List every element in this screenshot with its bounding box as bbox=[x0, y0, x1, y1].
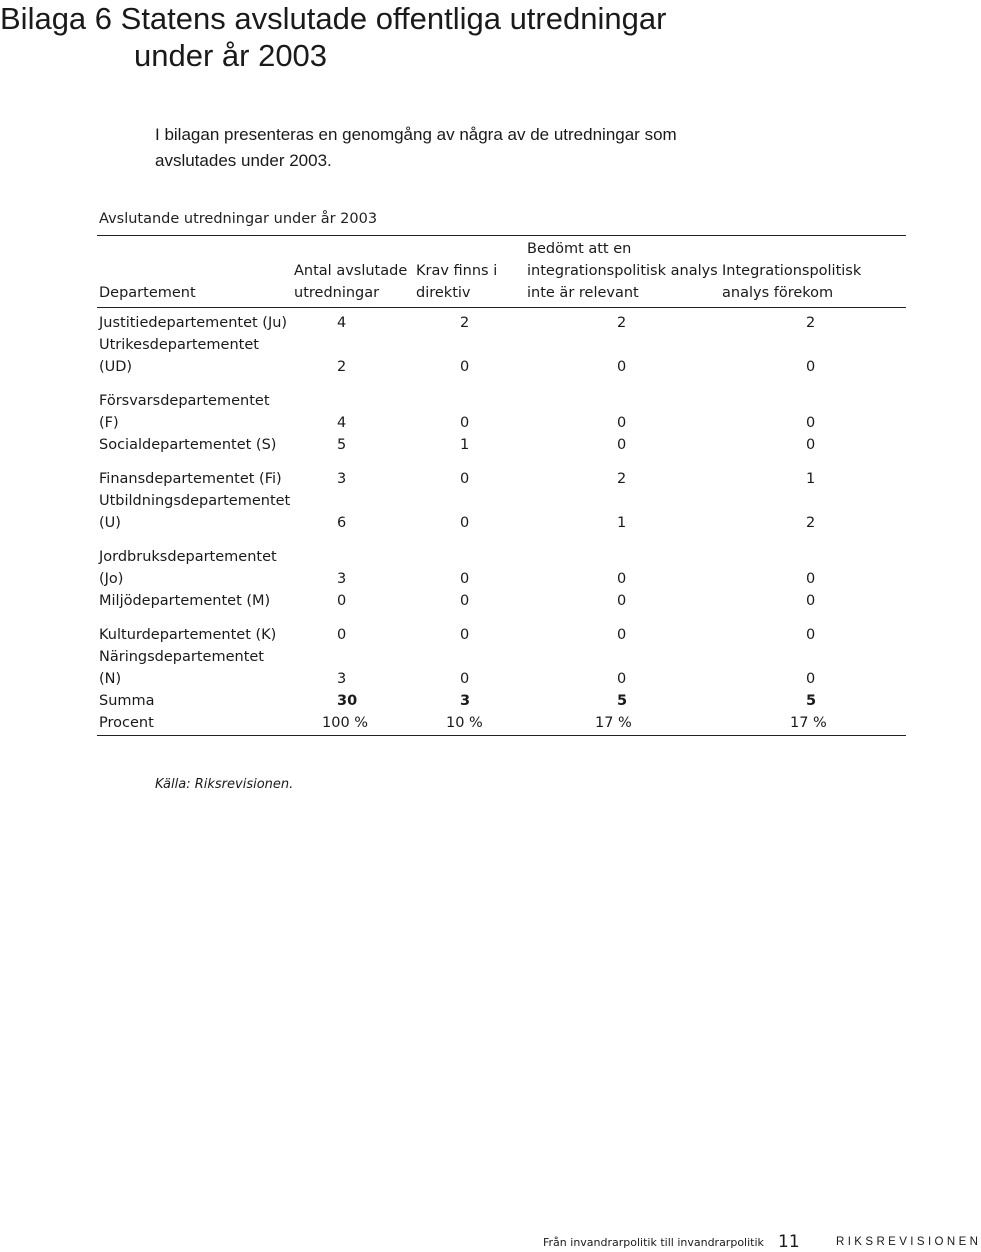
table-source-note: Källa: Riksrevisionen. bbox=[155, 777, 294, 792]
cell-analys: 2 bbox=[806, 315, 816, 331]
header-bedomt: Bedömt att en integrationspolitisk analys inte är relevant bbox=[525, 236, 720, 308]
cell-krav: 1 bbox=[460, 437, 470, 453]
cell-antal: 3 bbox=[337, 471, 347, 487]
table-row bbox=[97, 378, 906, 434]
table-row bbox=[97, 590, 906, 612]
table-row bbox=[97, 612, 906, 646]
cell-analys: 1 bbox=[806, 471, 816, 487]
cell-krav: 0 bbox=[460, 593, 470, 609]
table-row bbox=[97, 490, 906, 534]
row-dept: Miljödepartementet (M) bbox=[99, 593, 271, 609]
cell-antal: 0 bbox=[337, 627, 347, 643]
cell-analys: 0 bbox=[806, 627, 816, 643]
table-row bbox=[97, 456, 906, 490]
cell-antal: 3 bbox=[337, 571, 347, 587]
footer-report-title: Från invandrarpolitik till invandrarpolitik bbox=[543, 1236, 764, 1249]
cell-antal: 4 bbox=[337, 315, 347, 331]
cell-krav: 0 bbox=[460, 415, 470, 431]
row-dept: Försvarsdepartementet (F) bbox=[99, 393, 270, 431]
cell-antal: 30 bbox=[337, 693, 358, 709]
cell-antal: 3 bbox=[337, 671, 347, 687]
cell-bedomt: 2 bbox=[617, 471, 627, 487]
table-row-summa bbox=[97, 690, 906, 712]
cell-analys: 17 % bbox=[720, 712, 906, 736]
row-dept: Kulturdepartementet (K) bbox=[99, 627, 277, 643]
row-dept: Socialdepartementet (S) bbox=[99, 437, 277, 453]
cell-analys: 0 bbox=[806, 571, 816, 587]
table-row bbox=[97, 308, 906, 335]
cell-bedomt: 5 bbox=[617, 693, 628, 709]
row-dept: Justitiedepartementet (Ju) bbox=[99, 315, 288, 331]
table-row bbox=[97, 434, 906, 456]
table-header-row bbox=[97, 236, 906, 308]
cell-analys: 0 bbox=[806, 359, 816, 375]
cell-antal: 6 bbox=[337, 515, 347, 531]
cell-krav: 0 bbox=[460, 515, 470, 531]
row-dept: Utbildningsdepartementet (U) bbox=[99, 493, 291, 531]
cell-bedomt: 0 bbox=[617, 671, 627, 687]
header-departement: Departement bbox=[97, 236, 292, 308]
cell-krav: 10 % bbox=[414, 712, 525, 736]
row-dept: Procent bbox=[97, 712, 292, 736]
row-dept: Finansdepartementet (Fi) bbox=[99, 471, 282, 487]
header-antal: Antal avslutade utredningar bbox=[292, 236, 414, 308]
cell-bedomt: 0 bbox=[617, 415, 627, 431]
row-dept: Summa bbox=[99, 693, 155, 709]
page-title-line-2: under år 2003 bbox=[134, 38, 328, 73]
cell-krav: 0 bbox=[460, 471, 470, 487]
cell-bedomt: 0 bbox=[617, 593, 627, 609]
cell-antal: 0 bbox=[337, 593, 347, 609]
cell-bedomt: 0 bbox=[617, 359, 627, 375]
row-dept: Utrikesdepartementet (UD) bbox=[99, 337, 259, 375]
cell-antal: 5 bbox=[337, 437, 347, 453]
row-dept: Jordbruksdepartementet (Jo) bbox=[99, 549, 277, 587]
cell-krav: 0 bbox=[460, 671, 470, 687]
table-row bbox=[97, 646, 906, 690]
reports-table bbox=[97, 235, 906, 736]
cell-bedomt: 17 % bbox=[525, 712, 720, 736]
cell-analys: 5 bbox=[806, 693, 817, 709]
cell-analys: 0 bbox=[806, 593, 816, 609]
cell-krav: 0 bbox=[460, 359, 470, 375]
header-analys: Integrationspolitisk analys förekom bbox=[720, 236, 906, 308]
cell-antal: 100 % bbox=[292, 712, 414, 736]
row-dept: Näringsdepartementet (N) bbox=[99, 649, 264, 687]
cell-bedomt: 0 bbox=[617, 627, 627, 643]
cell-analys: 0 bbox=[806, 671, 816, 687]
intro-paragraph: I bilagan presenteras en genomgång av några av de utredningar som avslutades under 2003. bbox=[155, 125, 677, 170]
page-number: 11 bbox=[778, 1232, 800, 1252]
cell-krav: 0 bbox=[460, 627, 470, 643]
cell-antal: 4 bbox=[337, 415, 347, 431]
table-row bbox=[97, 534, 906, 590]
table-row bbox=[97, 334, 906, 378]
cell-analys: 2 bbox=[806, 515, 816, 531]
table-row-procent bbox=[97, 712, 906, 736]
page-title-line-1: Bilaga 6 Statens avslutade offentliga utredningar bbox=[0, 1, 667, 36]
page-footer bbox=[0, 1232, 981, 1252]
cell-krav: 2 bbox=[460, 315, 470, 331]
cell-analys: 0 bbox=[806, 437, 816, 453]
cell-bedomt: 2 bbox=[617, 315, 627, 331]
cell-bedomt: 0 bbox=[617, 571, 627, 587]
cell-analys: 0 bbox=[806, 415, 816, 431]
cell-krav: 0 bbox=[460, 571, 470, 587]
cell-bedomt: 1 bbox=[617, 515, 627, 531]
header-krav: Krav finns i direktiv bbox=[414, 236, 525, 308]
cell-krav: 3 bbox=[460, 693, 471, 709]
cell-antal: 2 bbox=[337, 359, 347, 375]
page-title bbox=[0, 0, 666, 74]
cell-bedomt: 0 bbox=[617, 437, 627, 453]
brand-logo-text: RIKSREVISIONEN bbox=[836, 1236, 981, 1248]
table-caption: Avslutande utredningar under år 2003 bbox=[99, 211, 378, 227]
